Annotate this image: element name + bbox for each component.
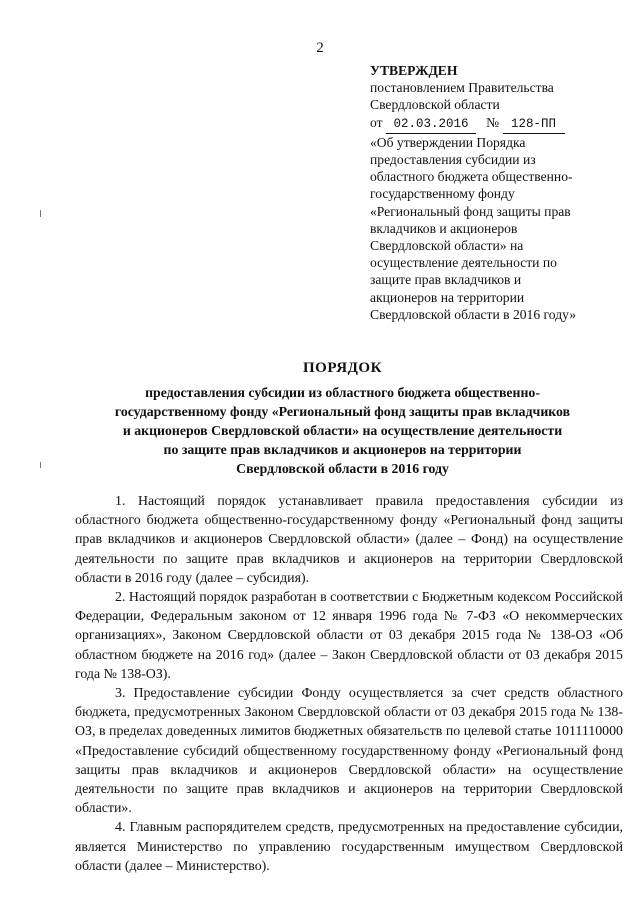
approval-date-line bbox=[370, 114, 635, 134]
reference-line: вкладчиков и акционеров bbox=[370, 220, 518, 236]
approval-date: 02.03.2016 bbox=[386, 116, 476, 134]
approval-line: Свердловской области bbox=[370, 97, 500, 113]
approval-label: УТВЕРЖДЕН bbox=[370, 63, 458, 78]
reference-line: областного бюджета общественно- bbox=[370, 169, 573, 185]
subtitle-line: предоставления субсидии из областного бюджета общественно- bbox=[145, 385, 540, 400]
subtitle-line: и акционеров Свердловской области» на осуществление деятельности bbox=[122, 423, 563, 438]
paragraph-1: 1. Настоящий порядок устанавливает правила предоставления субсидии из областного бюджета общественно-государственному фонду «Региональный фонд защиты прав вкладчиков и акционеров Свердловской области» (далее – Фонд) на осуществление деятельности по защите прав вкладчиков и акционеров на территории Свердловской области в 2016 году (далее – субсидия). bbox=[75, 494, 623, 586]
margin-mark bbox=[40, 210, 41, 217]
document-title: ПОРЯДОК bbox=[303, 360, 382, 376]
reference-line: Свердловской области в 2016 году» bbox=[370, 306, 577, 322]
reference-line: акционеров на территории bbox=[370, 289, 525, 305]
document-body bbox=[75, 492, 623, 876]
paragraph-3: 3. Предоставление субсидии Фонду осуществляется за счет средств областного бюджета, предусмотренных Законом Свердловской области от 03 декабря 2015 года № 138-ОЗ, в пределах доведенных лимитов бюджетных обязательств по целевой статье 1011110000 «Предоставление субсидий общественному государственному фонду «Региональный фонд защиты прав вкладчиков и акционеров Свердловской области» на осуществление деятельности по защите прав вкладчиков и акционеров на территории Свердловской области». bbox=[75, 686, 623, 817]
reference-line: защите прав вкладчиков и bbox=[370, 272, 522, 288]
paragraph-4: 4. Главным распорядителем средств, предусмотренных на предоставление субсидии, является Министерство по управлению государственным имуществом Свердловской области (далее – Министерство). bbox=[75, 820, 623, 874]
approval-number: 128-ПП bbox=[503, 116, 565, 134]
document-subtitle bbox=[65, 383, 620, 478]
reference-line: осуществление деятельности по bbox=[370, 255, 557, 271]
reference-line: «Об утверждении Порядка bbox=[370, 134, 526, 150]
approval-block bbox=[370, 62, 635, 323]
page-number: 2 bbox=[316, 40, 324, 56]
reference-line: Свердловской области» на bbox=[370, 238, 524, 254]
subtitle-line: Свердловской области в 2016 году bbox=[236, 461, 449, 476]
subtitle-line: государственному фонду «Региональный фонд защиты прав вкладчиков bbox=[114, 404, 571, 419]
approval-line: постановлением Правительства bbox=[370, 80, 554, 96]
subtitle-line: по защите прав вкладчиков и акционеров на территории bbox=[163, 442, 522, 457]
reference-line: «Региональный фонд защиты прав bbox=[370, 203, 571, 219]
reference-line: предоставления субсидии из bbox=[370, 152, 536, 168]
document-heading bbox=[65, 360, 620, 478]
date-prefix: от bbox=[370, 114, 383, 130]
approval-reference bbox=[370, 134, 635, 323]
paragraph-2: 2. Настоящий порядок разработан в соответствии с Бюджетным кодексом Российской Федерации, Федеральным законом от 12 января 1996 года № 7-ФЗ «О некоммерческих организациях», Законом Свердловской области от 03 декабря 2015 года № 138-ОЗ «Об областном бюджете на 2016 год» (далее – Закон Свердловской области от 03 декабря 2015 года № 138-ОЗ). bbox=[75, 590, 623, 682]
margin-mark bbox=[40, 462, 41, 468]
number-prefix: № bbox=[486, 114, 500, 130]
reference-line: государственному фонду bbox=[370, 186, 515, 202]
